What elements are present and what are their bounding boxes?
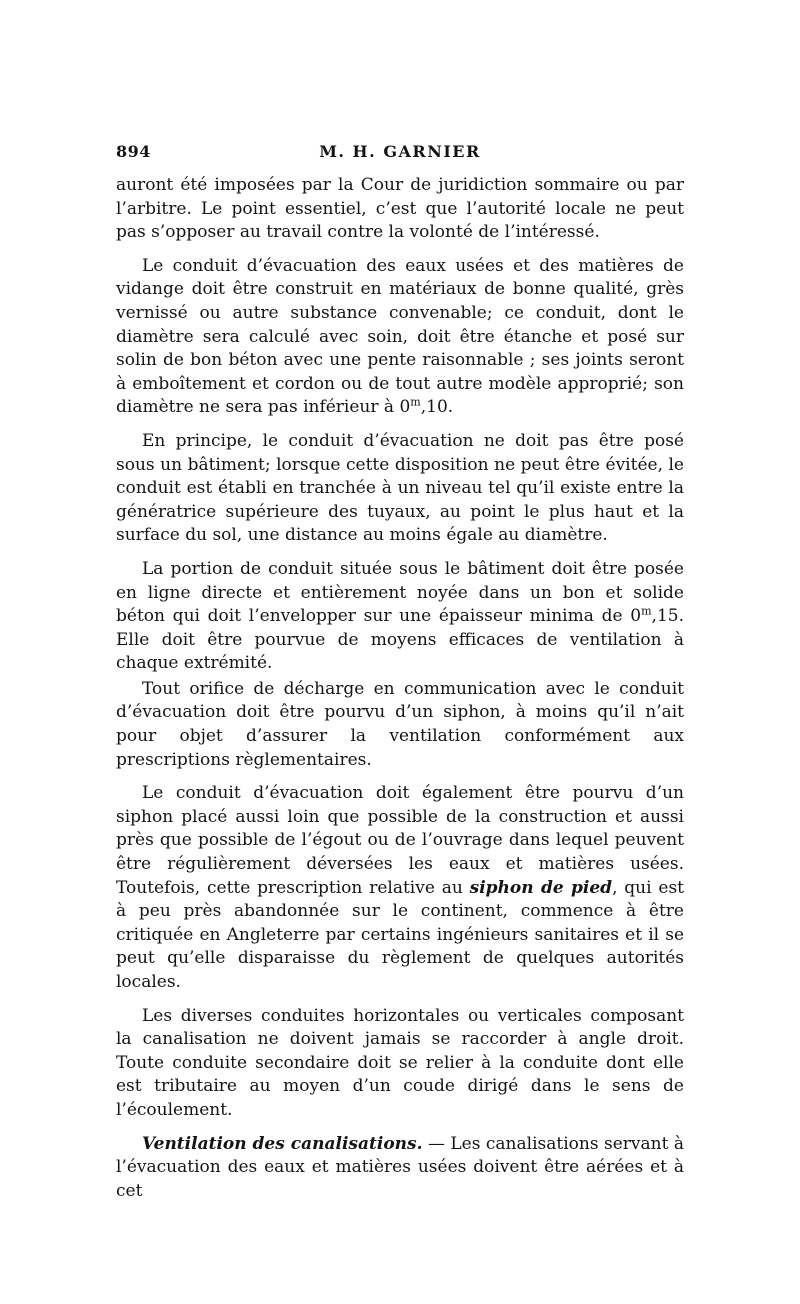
text-block	[116, 140, 684, 1213]
running-head	[116, 140, 684, 166]
paragraph-3-text: En principe, le conduit d’évacuation ne doit pas être posé sous un bâtiment; lorsque cette disposition ne peut être évitée, le conduit est établi en tranchée à un niveau tel qu’il existe entre la génératrice supérieure des tuyaux, au point le plus haut et la surface du sol, une distance au moins égale au diamètre.	[116, 430, 684, 546]
author-header: M. H. GARNIER	[319, 142, 481, 161]
paragraph-1-text: auront été imposées par la Cour de juridiction sommaire ou par l’arbitre. Le point essentiel, c’est que l’autorité locale ne peut pas s’opposer au travail contre la volonté de l’intéressé.	[116, 175, 684, 243]
paragraph-2	[116, 255, 684, 420]
section-dash: —	[422, 1133, 451, 1154]
paragraph-4-text-after: Elle doit être pourvue de moyens efficaces de ventilation à chaque extrémité.	[116, 629, 684, 674]
thickness-value-tail: ,15.	[651, 606, 684, 627]
paragraph-7-text: Les diverses conduites horizontales ou verticales composant la canalisation ne doivent jamais se raccorder à angle droit. Toute conduite secondaire doit se relier à la conduite dont elle est tributaire au moyen d’un coude dirigé dans le sens de l’écoulement.	[116, 1005, 684, 1120]
thickness-value: 0	[630, 606, 642, 627]
siphon-emphasis: siphon de pied	[469, 877, 613, 898]
diameter-value-tail: ,10.	[420, 397, 454, 418]
section-title: Ventilation des canalisations.	[142, 1133, 423, 1154]
paragraph-4-text: La portion de conduit située sous le bâtiment doit être posée en ligne directe et entièrement noyée dans un bon et solide béton qui doit l’envelopper sur une épaisseur minima de	[116, 558, 684, 627]
paragraph-7	[116, 1005, 684, 1123]
paragraph-2-text: Le conduit d’évacuation des eaux usées et des matières de vidange doit être construit en matériaux de bonne qualité, grès vernissé ou autre substance convenable; ce conduit, dont le diamètre sera calculé avec soin, doit être étanche et posé sur solin de bon béton avec une pente raisonnable ; ses joints seront à emboîtement et cordon ou de tout autre modèle approprié; son diamètre ne sera pas inférieur à	[116, 255, 684, 418]
diameter-unit: m	[410, 395, 421, 409]
paragraph-8-text: Les canalisations servant à l’évacuation des eaux et matières usées doivent être aérées et à cet	[116, 1133, 684, 1201]
page-number: 894	[116, 142, 151, 161]
paragraph-8	[116, 1133, 684, 1204]
paragraph-4	[116, 558, 684, 676]
paragraph-5-text: Tout orifice de décharge en communication avec le conduit d’évacuation doit être pourvu d’un siphon, à moins qu’il n’ait pour objet d’assurer la ventilation conformément aux prescriptions règlementaires.	[116, 678, 684, 770]
paragraph-1	[116, 174, 684, 245]
paragraph-6	[116, 782, 684, 994]
paragraph-3	[116, 430, 684, 548]
diameter-value: 0	[399, 397, 411, 418]
paragraph-6-text-after: , qui est à peu près abandonnée sur le continent, commence à être critiquée en Angleterre par certains ingénieurs sanitaires et il se peut qu’elle disparaisse du règlement de quelques autorités locales.	[116, 877, 685, 992]
paragraph-5	[116, 678, 684, 772]
paragraph-6-text-before: Le conduit d’évacuation doit également être pourvu d’un siphon placé aussi loin que possible de la construction et aussi près que possible de l’égout ou de l’ouvrage dans lequel peuvent être régulièrement déversées les eaux et matières usées. Toutefois, cette prescription relative au	[116, 783, 684, 898]
thickness-unit: m	[641, 604, 652, 618]
